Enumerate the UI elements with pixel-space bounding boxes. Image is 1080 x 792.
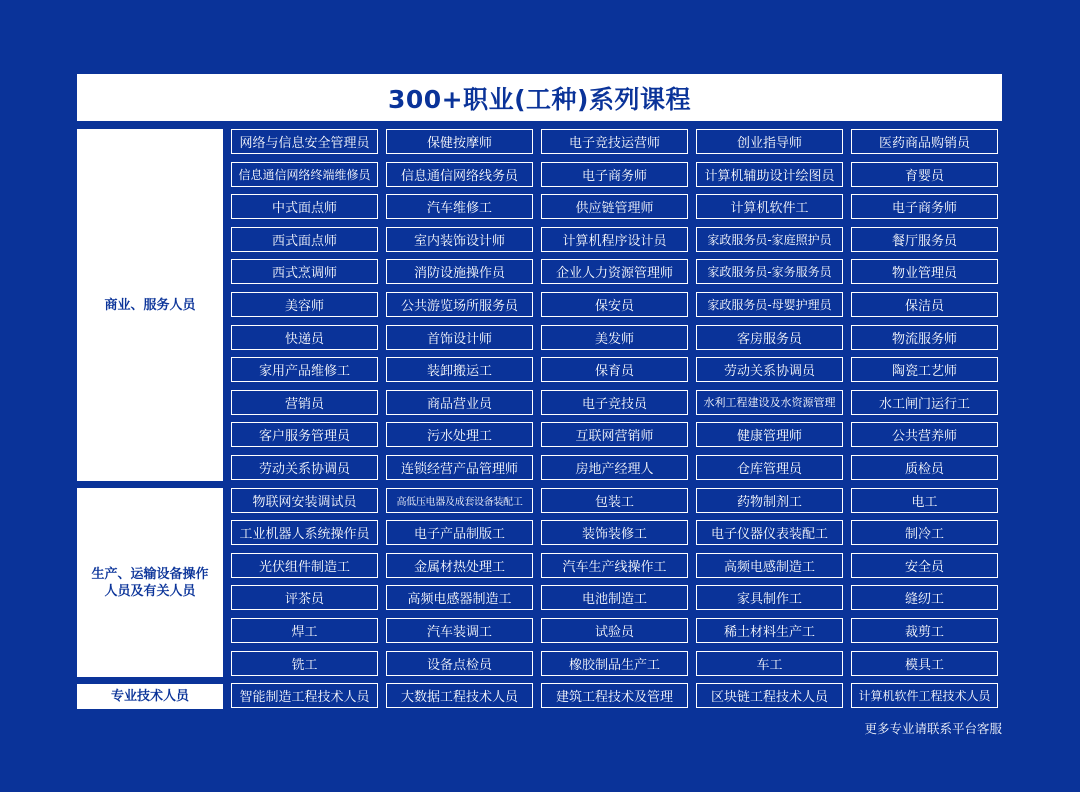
occupation-cell: 信息通信网络线务员	[386, 162, 533, 187]
occupation-cell: 快递员	[231, 325, 378, 350]
occupation-cell: 仓库管理员	[696, 455, 843, 480]
occupation-cell: 互联网营销师	[541, 422, 688, 447]
category-production	[77, 488, 223, 677]
title-banner	[77, 74, 1002, 121]
occupation-cell: 电子仪器仪表装配工	[696, 520, 843, 545]
occupation-cell: 包装工	[541, 488, 688, 513]
occupation-cell: 物流服务师	[851, 325, 998, 350]
occupation-cell: 信息通信网络终端维修员	[231, 162, 378, 187]
occupation-cell: 西式烹调师	[231, 259, 378, 284]
occupation-cell: 大数据工程技术人员	[386, 683, 533, 708]
occupation-cell: 车工	[696, 651, 843, 676]
occupation-cell: 电子产品制版工	[386, 520, 533, 545]
occupation-cell: 电子商务师	[851, 194, 998, 219]
occupation-cell: 医药商品购销员	[851, 129, 998, 154]
occupation-cell: 制冷工	[851, 520, 998, 545]
occupation-cell: 安全员	[851, 553, 998, 578]
occupation-cell: 装饰装修工	[541, 520, 688, 545]
occupation-cell: 供应链管理师	[541, 194, 688, 219]
occupation-cell: 家用产品维修工	[231, 357, 378, 382]
occupation-cell: 保洁员	[851, 292, 998, 317]
occupation-cell: 评茶员	[231, 585, 378, 610]
occupation-cell: 计算机辅助设计绘图员	[696, 162, 843, 187]
occupation-cell: 试验员	[541, 618, 688, 643]
occupation-cell: 建筑工程技术及管理	[541, 683, 688, 708]
occupation-cell: 企业人力资源管理师	[541, 259, 688, 284]
occupation-cell: 汽车生产线操作工	[541, 553, 688, 578]
occupation-cell: 电子竞技员	[541, 390, 688, 415]
occupation-cell: 汽车装调工	[386, 618, 533, 643]
occupation-cell: 公共游览场所服务员	[386, 292, 533, 317]
occupation-cell: 高低压电器及成套设备装配工	[386, 488, 533, 513]
occupation-cell: 保安员	[541, 292, 688, 317]
occupation-cell: 计算机程序设计员	[541, 227, 688, 252]
occupation-cell: 电子商务师	[541, 162, 688, 187]
occupation-cell: 计算机软件工程技术人员	[851, 683, 998, 708]
occupation-cell: 缝纫工	[851, 585, 998, 610]
occupation-cell: 高频电感制造工	[696, 553, 843, 578]
occupation-cell: 药物制剂工	[696, 488, 843, 513]
occupation-cell: 工业机器人系统操作员	[231, 520, 378, 545]
occupation-cell: 质检员	[851, 455, 998, 480]
category-label: 生产、运输设备操作 人员及有关人员	[91, 566, 209, 599]
occupation-cell: 连锁经营产品管理师	[386, 455, 533, 480]
occupation-cell: 橡胶制品生产工	[541, 651, 688, 676]
occupation-cell: 商品营业员	[386, 390, 533, 415]
occupation-cell: 区块链工程技术人员	[696, 683, 843, 708]
occupation-cell: 家政服务员-母婴护理员	[696, 292, 843, 317]
occupation-cell: 光伏组件制造工	[231, 553, 378, 578]
occupation-cell: 设备点检员	[386, 651, 533, 676]
occupation-cell: 铣工	[231, 651, 378, 676]
occupation-cell: 劳动关系协调员	[231, 455, 378, 480]
occupation-cell: 中式面点师	[231, 194, 378, 219]
occupation-cell: 育婴员	[851, 162, 998, 187]
occupation-cell: 裁剪工	[851, 618, 998, 643]
occupation-cell: 水工闸门运行工	[851, 390, 998, 415]
occupation-cell: 保健按摩师	[386, 129, 533, 154]
category-technical	[77, 684, 223, 709]
occupation-cell: 创业指导师	[696, 129, 843, 154]
occupation-cell: 汽车维修工	[386, 194, 533, 219]
occupation-cell: 劳动关系协调员	[696, 357, 843, 382]
occupation-cell: 家政服务员-家务服务员	[696, 259, 843, 284]
occupation-cell: 电子竞技运营师	[541, 129, 688, 154]
occupation-cell: 消防设施操作员	[386, 259, 533, 284]
occupation-cell: 家具制作工	[696, 585, 843, 610]
occupation-cell: 物业管理员	[851, 259, 998, 284]
occupation-cell: 健康管理师	[696, 422, 843, 447]
occupation-cell: 保育员	[541, 357, 688, 382]
occupation-cell: 营销员	[231, 390, 378, 415]
occupation-cell: 餐厅服务员	[851, 227, 998, 252]
occupation-cell: 客房服务员	[696, 325, 843, 350]
category-label: 专业技术人员	[110, 689, 189, 704]
occupation-cell: 美容师	[231, 292, 378, 317]
occupation-cell: 装卸搬运工	[386, 357, 533, 382]
occupation-cell: 电工	[851, 488, 998, 513]
page-title: 300+职业(工种)系列课程	[388, 84, 691, 114]
occupation-cell: 模具工	[851, 651, 998, 676]
category-commerce	[77, 129, 223, 481]
occupation-cell: 高频电感器制造工	[386, 585, 533, 610]
occupation-cell: 房地产经理人	[541, 455, 688, 480]
occupation-cell: 焊工	[231, 618, 378, 643]
occupation-cell: 美发师	[541, 325, 688, 350]
category-label: 商业、服务人员	[104, 297, 196, 313]
occupation-cell: 智能制造工程技术人员	[231, 683, 378, 708]
occupation-cell: 电池制造工	[541, 585, 688, 610]
occupation-cell: 首饰设计师	[386, 325, 533, 350]
occupation-cell: 西式面点师	[231, 227, 378, 252]
occupation-cell: 水利工程建设及水资源管理	[696, 390, 843, 415]
occupation-cell: 物联网安装调试员	[231, 488, 378, 513]
occupation-grid	[231, 129, 1002, 708]
footer-note: 更多专业请联系平台客服	[864, 721, 1002, 736]
occupation-cell: 稀土材料生产工	[696, 618, 843, 643]
occupation-cell: 客户服务管理员	[231, 422, 378, 447]
occupation-cell: 金属材热处理工	[386, 553, 533, 578]
occupation-cell: 家政服务员-家庭照护员	[696, 227, 843, 252]
occupation-cell: 陶瓷工艺师	[851, 357, 998, 382]
occupation-cell: 网络与信息安全管理员	[231, 129, 378, 154]
occupation-cell: 计算机软件工	[696, 194, 843, 219]
occupation-cell: 公共营养师	[851, 422, 998, 447]
occupation-cell: 室内装饰设计师	[386, 227, 533, 252]
occupation-cell: 污水处理工	[386, 422, 533, 447]
